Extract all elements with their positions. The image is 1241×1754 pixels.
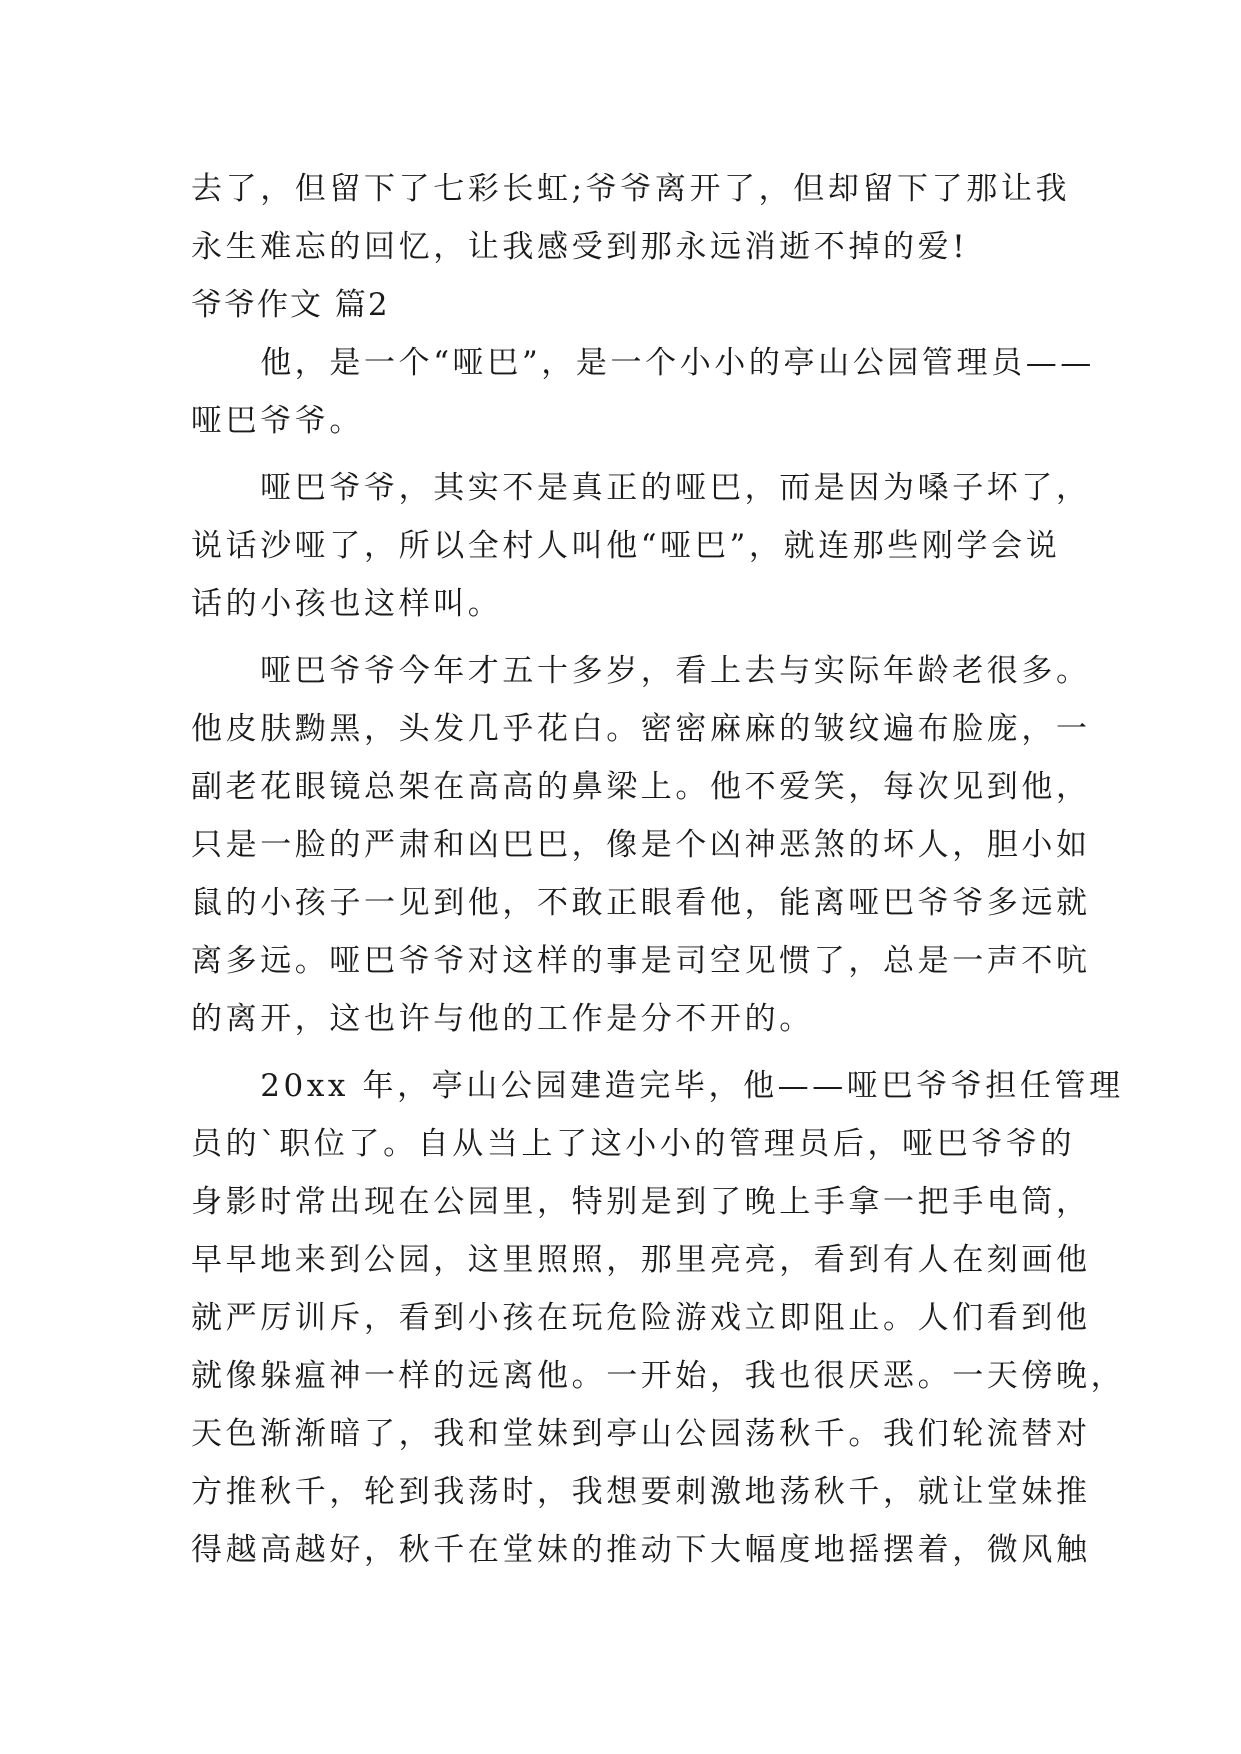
paragraph-line: 哑巴爷爷。 (191, 403, 364, 439)
paragraph-line: 就像躲瘟神一样的远离他。一开始，我也很厌恶。一天傍晚， (191, 1358, 1126, 1394)
paragraph-line: 话的小孩也这样叫。 (191, 586, 503, 622)
paragraph-line: 的离开，这也许与他的工作是分不开的。 (191, 1001, 814, 1037)
paragraph-line: 身影时常出现在公园里，特别是到了晚上手拿一把手电筒， (191, 1184, 1091, 1220)
paragraph-line: 就严厉训斥，看到小孩在玩危险游戏立即阻止。人们看到他 (191, 1300, 1091, 1336)
paragraph-line: 说话沙哑了，所以全村人叫他“哑巴”，就连那些刚学会说 (191, 528, 1061, 564)
paragraph-line: 哑巴爷爷，其实不是真正的哑巴，而是因为嗓子坏了， (191, 470, 1091, 506)
section-heading: 爷爷作文 篇2 (191, 287, 390, 323)
paragraph-line: 离多远。哑巴爷爷对这样的事是司空见惯了，总是一声不吭 (191, 943, 1091, 979)
paragraph-line: 哑巴爷爷今年才五十多岁，看上去与实际年龄老很多。 (191, 653, 1091, 689)
paragraph-line: 副老花眼镜总架在高高的鼻梁上。他不爱笑，每次见到他， (191, 769, 1091, 805)
paragraph-line: 他，是一个“哑巴”，是一个小小的亭山公园管理员—— (191, 345, 1095, 381)
text-line: 永生难忘的回忆，让我感受到那永远消逝不掉的爱! (191, 229, 969, 265)
text-line: 去了，但留下了七彩长虹;爷爷离开了，但却留下了那让我 (191, 171, 1071, 207)
paragraph-line: 得越高越好，秋千在堂妹的推动下大幅度地摇摆着，微风触 (191, 1532, 1091, 1568)
paragraph-line: 方推秋千，轮到我荡时，我想要刺激地荡秋千，就让堂妹推 (191, 1474, 1091, 1510)
paragraph-line: 鼠的小孩子一见到他，不敢正眼看他，能离哑巴爷爷多远就 (191, 885, 1091, 921)
paragraph-line: 员的`职位了。自从当上了这小小的管理员后，哑巴爷爷的 (191, 1126, 1076, 1162)
paragraph-line: 天色渐渐暗了，我和堂妹到亭山公园荡秋千。我们轮流替对 (191, 1416, 1091, 1452)
paragraph-line: 只是一脸的严肃和凶巴巴，像是个凶神恶煞的坏人，胆小如 (191, 827, 1091, 863)
paragraph-line: 20xx 年，亭山公园建造完毕，他——哑巴爷爷担任管理 (191, 1068, 1124, 1104)
document-body (191, 160, 1126, 1579)
paragraph-line: 早早地来到公园，这里照照，那里亮亮，看到有人在刻画他 (191, 1242, 1091, 1278)
paragraph-line: 他皮肤黝黑，头发几乎花白。密密麻麻的皱纹遍布脸庞，一 (191, 711, 1091, 747)
